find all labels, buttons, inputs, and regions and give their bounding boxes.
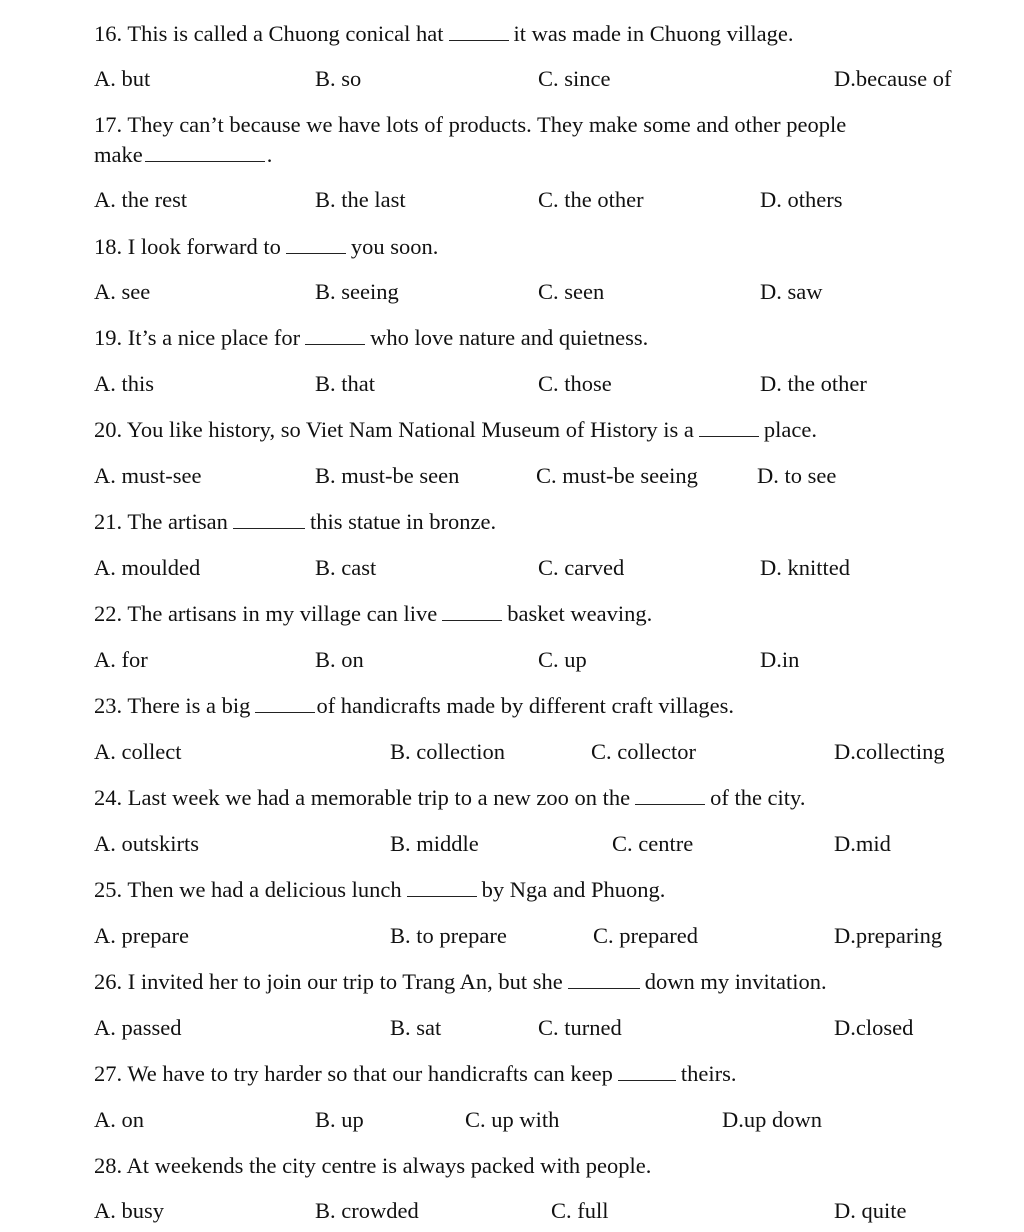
option-a[interactable]: A. see bbox=[94, 279, 151, 304]
option-a[interactable]: A. the rest bbox=[94, 187, 188, 212]
answer-blank[interactable] bbox=[568, 968, 640, 989]
option-d[interactable]: D. to see bbox=[757, 463, 837, 488]
question-26: 26. I invited her to join our trip to Trang An, but she down my invitation. bbox=[94, 969, 827, 994]
answer-blank[interactable] bbox=[233, 508, 305, 529]
answer-blank[interactable] bbox=[407, 876, 477, 897]
option-a[interactable]: A. outskirts bbox=[94, 831, 200, 856]
option-a[interactable]: A. for bbox=[94, 647, 148, 672]
option-c[interactable]: C. since bbox=[538, 66, 611, 91]
option-d[interactable]: D. knitted bbox=[760, 555, 850, 580]
question-21: 21. The artisan this statue in bronze. bbox=[94, 509, 497, 534]
option-b[interactable]: B. crowded bbox=[315, 1198, 419, 1223]
option-c[interactable]: C. centre bbox=[612, 831, 694, 856]
answer-blank[interactable] bbox=[255, 692, 315, 713]
option-a[interactable]: A. collect bbox=[94, 739, 182, 764]
option-d[interactable]: D. others bbox=[760, 187, 843, 212]
option-b[interactable]: B. collection bbox=[390, 739, 505, 764]
option-c[interactable]: C. seen bbox=[538, 279, 605, 304]
question-17: 17. They can’t because we have lots of products. They make some and other people bbox=[94, 112, 847, 137]
option-b[interactable]: B. must-be seen bbox=[315, 463, 460, 488]
answer-blank[interactable] bbox=[305, 324, 365, 345]
question-28: 28. At weekends the city centre is always packed with people. bbox=[94, 1153, 652, 1178]
answer-blank[interactable] bbox=[145, 141, 265, 162]
question-24: 24. Last week we had a memorable trip to a new zoo on the of the city. bbox=[94, 785, 806, 810]
question-19: 19. It’s a nice place for who love nature and quietness. bbox=[94, 325, 649, 350]
option-d[interactable]: D.because of bbox=[834, 66, 952, 91]
question-23: 23. There is a big of handicrafts made by different craft villages. bbox=[94, 693, 734, 718]
question-22: 22. The artisans in my village can live basket weaving. bbox=[94, 601, 653, 626]
option-a[interactable]: A. prepare bbox=[94, 923, 189, 948]
option-d[interactable]: D.collecting bbox=[834, 739, 945, 764]
option-a[interactable]: A. passed bbox=[94, 1015, 182, 1040]
option-a[interactable]: A. this bbox=[94, 371, 155, 396]
option-c[interactable]: C. up bbox=[538, 647, 587, 672]
option-c[interactable]: C. up with bbox=[465, 1107, 560, 1132]
option-b[interactable]: B. sat bbox=[390, 1015, 442, 1040]
option-c[interactable]: C. turned bbox=[538, 1015, 622, 1040]
option-b[interactable]: B. cast bbox=[315, 555, 377, 580]
question-18: 18. I look forward to you soon. bbox=[94, 234, 439, 259]
option-a[interactable]: A. moulded bbox=[94, 555, 201, 580]
option-c[interactable]: C. must-be seeing bbox=[536, 463, 698, 488]
answer-blank[interactable] bbox=[635, 784, 705, 805]
option-d[interactable]: D.preparing bbox=[834, 923, 943, 948]
option-b[interactable]: B. up bbox=[315, 1107, 364, 1132]
option-b[interactable]: B. to prepare bbox=[390, 923, 507, 948]
option-a[interactable]: A. on bbox=[94, 1107, 144, 1132]
option-b[interactable]: B. middle bbox=[390, 831, 479, 856]
option-a[interactable]: A. must-see bbox=[94, 463, 202, 488]
question-25: 25. Then we had a delicious lunch by Nga and Phuong. bbox=[94, 877, 666, 902]
option-b[interactable]: B. the last bbox=[315, 187, 406, 212]
option-a[interactable]: A. busy bbox=[94, 1198, 165, 1223]
answer-blank[interactable] bbox=[442, 600, 502, 621]
option-d[interactable]: D. quite bbox=[834, 1198, 907, 1223]
question-20: 20. You like history, so Viet Nam National Museum of History is a place. bbox=[94, 417, 817, 442]
answer-blank[interactable] bbox=[618, 1060, 676, 1081]
option-a[interactable]: A. but bbox=[94, 66, 151, 91]
option-c[interactable]: C. carved bbox=[538, 555, 625, 580]
question-27: 27. We have to try harder so that our handicrafts can keep theirs. bbox=[94, 1061, 737, 1086]
option-d[interactable]: D.in bbox=[760, 647, 800, 672]
option-b[interactable]: B. that bbox=[315, 371, 375, 396]
option-d[interactable]: D.mid bbox=[834, 831, 891, 856]
option-b[interactable]: B. seeing bbox=[315, 279, 399, 304]
option-c[interactable]: C. those bbox=[538, 371, 612, 396]
question-16: 16. This is called a Chuong conical hat it was made in Chuong village. bbox=[94, 21, 794, 46]
option-d[interactable]: D.up down bbox=[722, 1107, 822, 1132]
option-b[interactable]: B. so bbox=[315, 66, 362, 91]
option-b[interactable]: B. on bbox=[315, 647, 364, 672]
option-d[interactable]: D. the other bbox=[760, 371, 867, 396]
option-c[interactable]: C. the other bbox=[538, 187, 644, 212]
answer-blank[interactable] bbox=[699, 416, 759, 437]
option-d[interactable]: D. saw bbox=[760, 279, 823, 304]
answer-blank[interactable] bbox=[449, 20, 509, 41]
option-c[interactable]: C. full bbox=[551, 1198, 609, 1223]
option-d[interactable]: D.closed bbox=[834, 1015, 914, 1040]
option-c[interactable]: C. prepared bbox=[593, 923, 698, 948]
answer-blank[interactable] bbox=[286, 233, 346, 254]
question-17-continued: make . bbox=[94, 142, 273, 167]
option-c[interactable]: C. collector bbox=[591, 739, 696, 764]
